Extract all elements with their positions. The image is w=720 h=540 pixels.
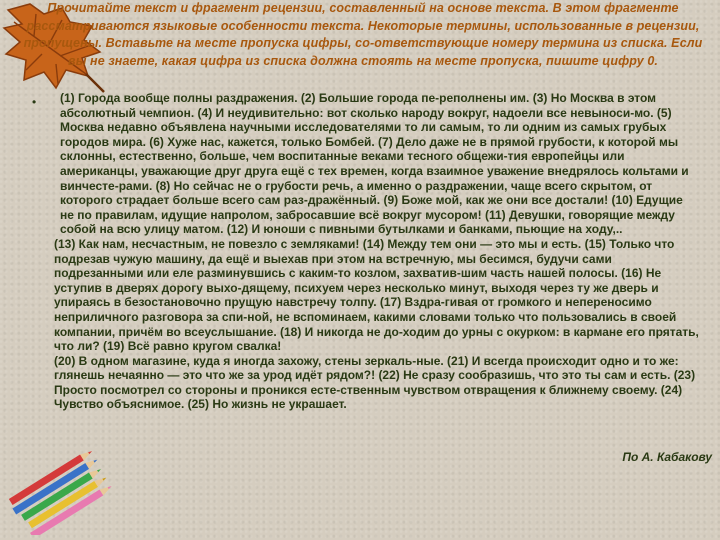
text-paragraph-3: (20) В одном магазине, куда я иногда захожу, стены зеркаль-ные. (21) И всегда происходит одно и то же: глянешь нечаянно — это что же за урод идёт рядом?! (22) Не сразу сообразишь, что это ты сам и есть. (23) Просто посмотрел со стороны и проникся есте-ственным чувством отвращения к ближнему своему. (24) Чувство объяснимое. (25) Но жизнь не украшает. [54, 353, 696, 412]
author-attribution: По А. Кабакову [622, 450, 712, 464]
source-text [54, 91, 700, 412]
colored-pencils-decoration [6, 440, 116, 535]
pencils-icon [7, 448, 115, 535]
bullet-marker: • [32, 95, 37, 109]
task-instructions-heading: Прочитайте текст и фрагмент рецензии, составленный на основе текста. В этом фрагменте рассматриваются языковые особенности текста. Некоторые термины, использованные в рецензии, пропущены. Вставьте на месте пропуска цифры, со-ответствующие номеру термина из списка. Если вы не знаете, какая цифра из списка должна стоять на месте пропуска, пишите цифру 0. [23, 1, 703, 68]
text-paragraph-2: (13) Как нам, несчастным, не повезло с земляками! (14) Между тем они — это мы и есть. (15) Только что подрезав чужую машину, да ещё и выехав при этом на встречную, мы бесимся, будучи сами подрезанными или еле разминувшись с каким-то козлом, захватив-шим часть нашей полосы. (16) Не уступив в дверях дорогу выхо-дящему, психуем через несколько минут, выходя через ту же дверь и упираясь в безостановочно прущую навстречу толпу. (17) Вздра-гивая от громкого и непереносимо неприличного разговора за спи-ной, не вспоминаем, какими словами только что пользовались в своей компании, причём во всеуслышание. (18) И никогда не до-ходим до урны с окурком: в кармане его прятать, что ли? (19) Всё равно кругом свалка! [54, 236, 699, 354]
text-paragraph-1: (1) Города вообще полны раздражения. (2) Большие города пе-реполнены им. (3) Но Москва в этом абсолютный чемпион. (4) И неудивительно: вот сколько народу вокруг, надоели все невыноси-мо. (5) Москва недавно объявлена научными исследователями то ли самым, то ли одним из самых грубых городов мира. (6) Хуже нас, кажется, только Бомбей. (7) Дело даже не в прямой грубости, к которой мы склонны, естественно, больше, чем воспитанные веками тесного общежи-тия европейцы или американцы, уважающие друг друга ещё с тех времен, когда взаимное уважение внедрялось кольтами и винчесте-рами. (8) Но сейчас не о грубости речь, а именно о раздражении, чаще всего скрытом, от которого страдает больше всего сам раз-дражённый. (9) Боже мой, как же они все достали! (10) Едущие не по правилам, идущие напролом, забросавшие всё вокруг мусором! (11) Девушки, говорящие между собой на всю улицу матом. (12) И юноши с пивными бутылками и банками, пьющие на ходу,.. [60, 91, 689, 237]
